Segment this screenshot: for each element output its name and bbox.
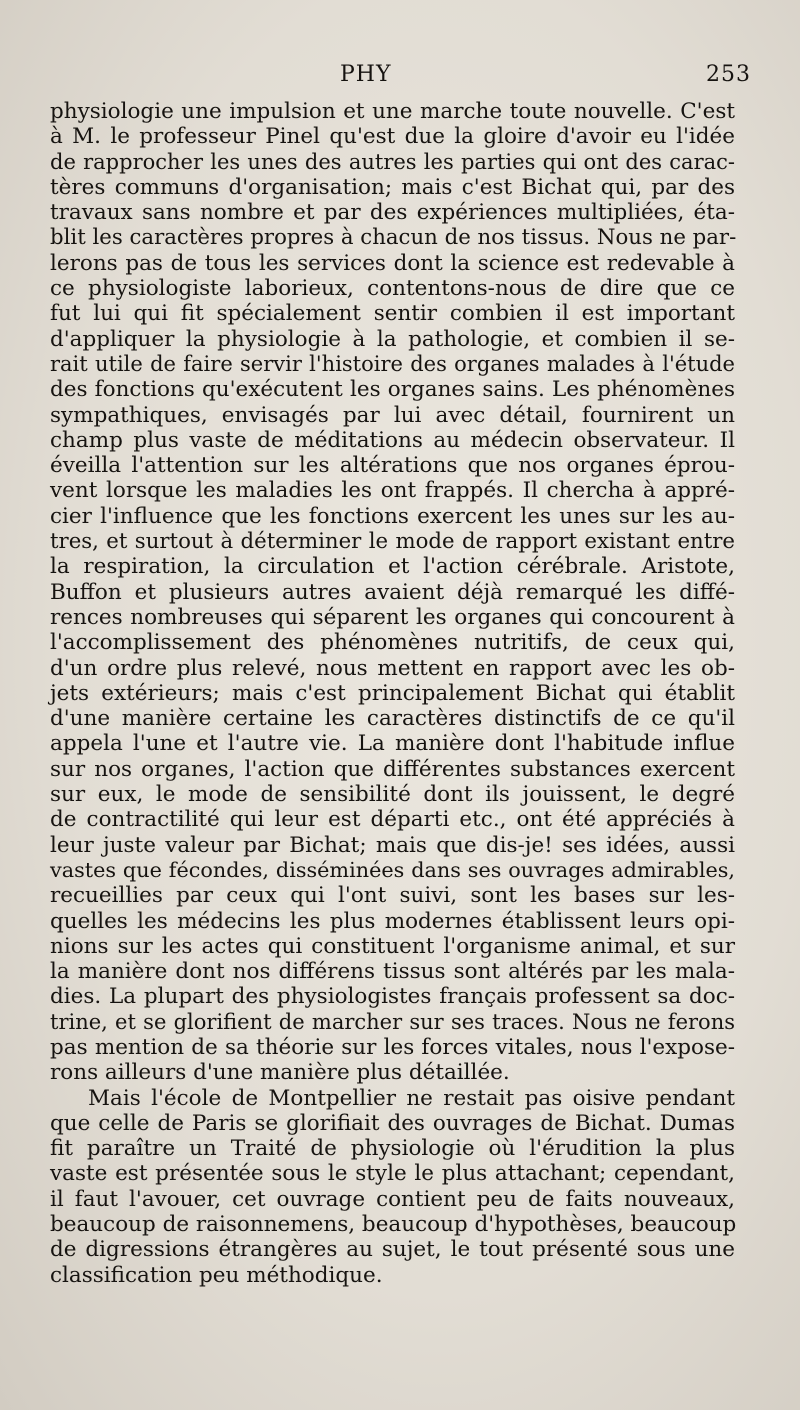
text-line: que celle de Paris se glorifiait des ouvrages de Bichat. Dumas bbox=[50, 1110, 735, 1136]
text-line: la manière dont nos différens tissus sont altérés par les mala- bbox=[50, 959, 735, 985]
text-line: éveilla l'attention sur les altérations que nos organes éprou- bbox=[50, 453, 735, 479]
text-line: ce physiologiste laborieux, contentons-nous de dire que ce bbox=[50, 276, 735, 302]
page-header bbox=[0, 62, 800, 98]
text-line: d'une manière certaine les caractères distinctifs de ce qu'il bbox=[50, 706, 735, 732]
text-line: physiologie une impulsion et une marche toute nouvelle. C'est bbox=[50, 99, 735, 124]
text-line: pas mention de sa théorie sur les forces vitales, nous l'expose- bbox=[50, 1034, 735, 1060]
text-line: fit paraître un Traité de physiologie où l'érudition la plus bbox=[50, 1136, 735, 1162]
text-line: dies. La plupart des physiologistes français professent sa doc- bbox=[50, 984, 735, 1010]
text-line: leur juste valeur par Bichat; mais que dis-je! ses idées, aussi bbox=[50, 832, 735, 858]
text-line: appela l'une et l'autre vie. La manière dont l'habitude influe bbox=[50, 731, 735, 757]
text-line: l'accomplissement des phénomènes nutritifs, de ceux qui, bbox=[50, 630, 735, 656]
text-line: quelles les médecins les plus modernes établissent leurs opi- bbox=[50, 908, 735, 934]
text-line: travaux sans nombre et par des expériences multipliées, éta- bbox=[50, 200, 735, 226]
text-line: tères communs d'organisation; mais c'est Bichat qui, par des bbox=[50, 174, 735, 200]
text-line: blit les caractères propres à chacun de nos tissus. Nous ne par- bbox=[50, 225, 737, 251]
text-line: champ plus vaste de méditations au médecin observateur. Il bbox=[50, 427, 735, 453]
text-line: rait utile de faire servir l'histoire des organes malades à l'étude bbox=[50, 351, 735, 376]
text-line: recueillies par ceux qui l'ont suivi, sont les bases sur les- bbox=[50, 883, 735, 909]
text-line: Buffon et plusieurs autres avaient déjà remarqué les diffé- bbox=[50, 579, 735, 605]
text-line: Mais l'école de Montpellier ne restait pas oisive pendant bbox=[88, 1085, 735, 1111]
text-line: sur eux, le mode de sensibilité dont ils jouissent, le degré bbox=[50, 782, 735, 808]
text-line: de rapprocher les unes des autres les parties qui ont des carac- bbox=[50, 149, 735, 174]
text-line: vaste est présentée sous le style le plus attachant; cependant, bbox=[50, 1161, 735, 1187]
text-line: d'appliquer la physiologie à la pathologie, et combien il se- bbox=[50, 326, 735, 352]
text-line: sur nos organes, l'action que différentes substances exercent bbox=[50, 756, 735, 782]
body-text bbox=[50, 99, 735, 1288]
page-number: 253 bbox=[706, 62, 751, 87]
running-head: PHY bbox=[340, 62, 392, 87]
text-line: beaucoup de raisonnemens, beaucoup d'hypothèses, beaucoup bbox=[50, 1212, 737, 1238]
text-line: classification peu méthodique. bbox=[50, 1262, 383, 1288]
text-line: cier l'influence que les fonctions exercent les unes sur les au- bbox=[50, 503, 735, 529]
text-line: à M. le professeur Pinel qu'est due la gloire d'avoir eu l'idée bbox=[50, 124, 735, 150]
text-line: vastes que fécondes, disséminées dans ses ouvrages admirables, bbox=[50, 857, 735, 882]
text-line: de contractilité qui leur est départi etc., ont été appréciés à bbox=[50, 807, 735, 833]
text-line: il faut l'avouer, cet ouvrage contient peu de faits nouveaux, bbox=[50, 1186, 735, 1212]
text-line: lerons pas de tous les services dont la science est redevable à bbox=[50, 250, 735, 276]
text-line: fut lui qui fit spécialement sentir combien il est important bbox=[50, 301, 735, 327]
text-line: de digressions étrangères au sujet, le tout présenté sous une bbox=[50, 1237, 735, 1263]
text-line: nions sur les actes qui constituent l'organisme animal, et sur bbox=[50, 933, 735, 959]
text-line: rences nombreuses qui séparent les organes qui concourent à bbox=[50, 604, 735, 630]
text-line: tres, et surtout à déterminer le mode de rapport existant entre bbox=[50, 529, 735, 555]
text-line: des fonctions qu'exécutent les organes sains. Les phénomènes bbox=[50, 377, 735, 403]
text-line: la respiration, la circulation et l'action cérébrale. Aristote, bbox=[50, 554, 735, 580]
text-line: sympathiques, envisagés par lui avec détail, fournirent un bbox=[50, 402, 735, 428]
text-line: d'un ordre plus relevé, nous mettent en rapport avec les ob- bbox=[50, 655, 735, 681]
text-line: rons ailleurs d'une manière plus détaillée. bbox=[50, 1060, 510, 1086]
text-line: trine, et se glorifient de marcher sur ses traces. Nous ne ferons bbox=[50, 1009, 735, 1034]
text-line: jets extérieurs; mais c'est principalement Bichat qui établit bbox=[50, 680, 735, 706]
text-line: vent lorsque les maladies les ont frappés. Il chercha à appré- bbox=[50, 478, 735, 504]
